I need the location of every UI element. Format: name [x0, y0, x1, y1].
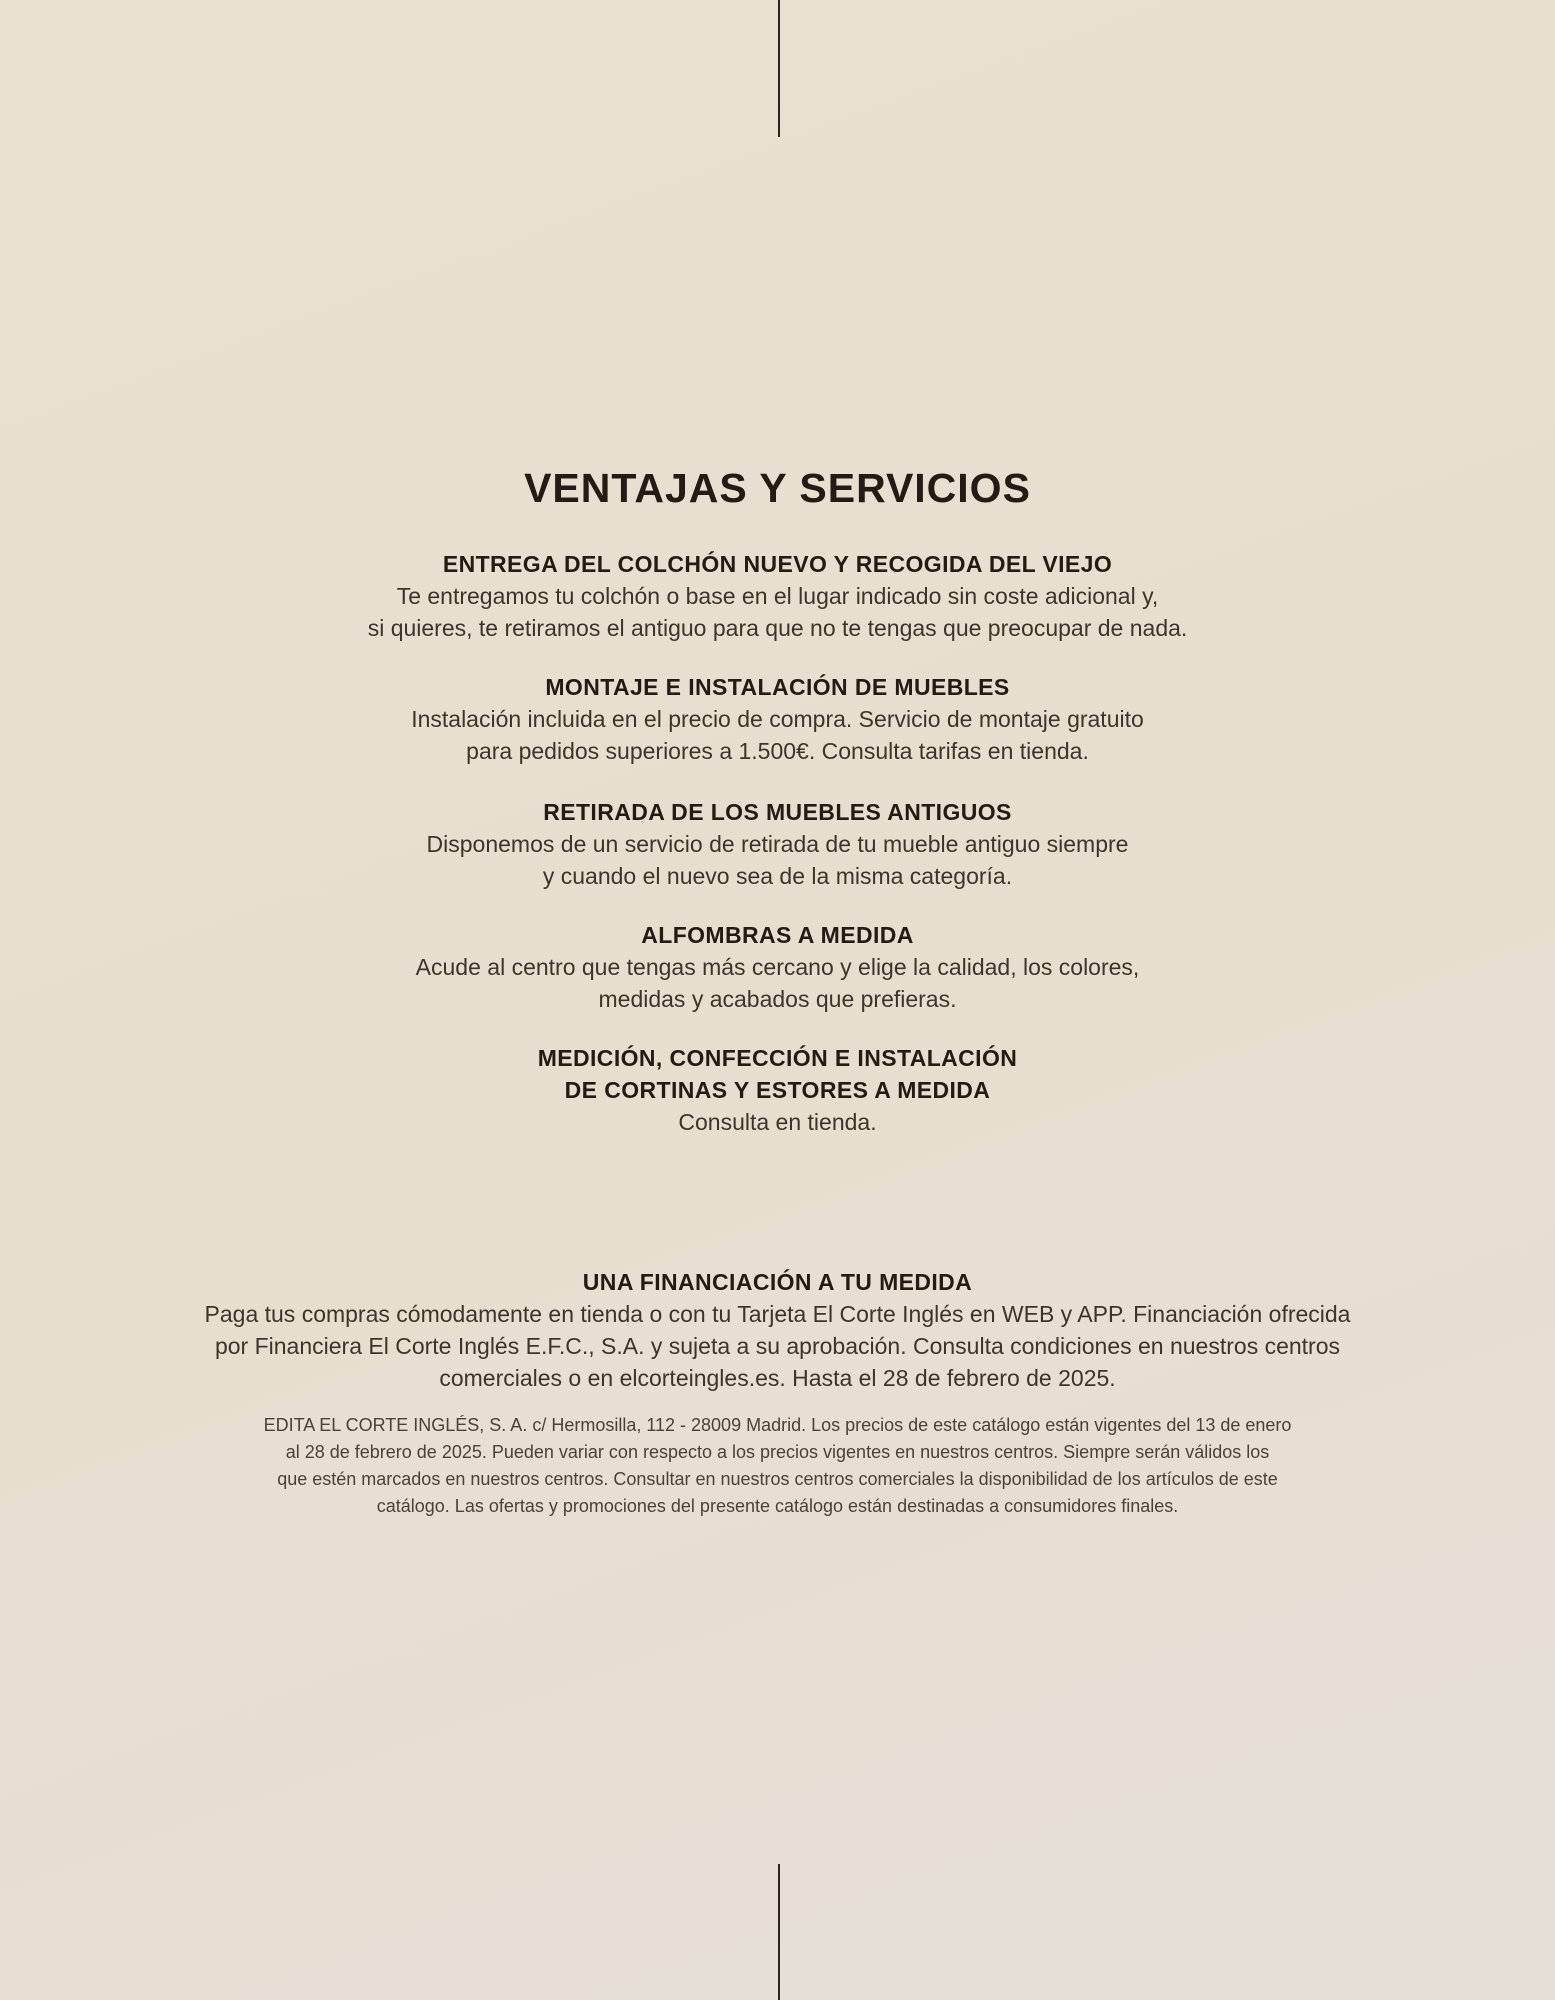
service-description: Instalación incluida en el precio de compra. Servicio de montaje gratuito para pedidos superiores a 1.500€. Consulta tarifas en tienda.	[411, 706, 1144, 764]
financing-title: UNA FINANCIACIÓN A TU MEDIDA	[582, 1269, 973, 1295]
service-title: ENTREGA DEL COLCHÓN NUEVO Y RECOGIDA DEL VIEJO	[442, 551, 1113, 577]
fold-line-top	[778, 0, 780, 137]
service-title: MEDICIÓN, CONFECCIÓN E INSTALACIÓN DE CORTINAS Y ESTORES A MEDIDA	[537, 1045, 1018, 1103]
page-title: VENTAJAS Y SERVICIOS	[524, 465, 1031, 511]
financing-description: Paga tus compras cómodamente en tienda o con tu Tarjeta El Corte Inglés en WEB y APP. Financiación ofrecida por Financiera El Corte Inglés E.F.C., S.A. y sujeta a su aprobación. Consulta condiciones en nuestros centros comerciales o en elcorteingles.es. Hasta el 28 de febrero de 2025.	[204, 1301, 1351, 1391]
service-custom-rugs	[0, 919, 1555, 1015]
legal-notice: EDITA EL CORTE INGLÉS, S. A. c/ Hermosilla, 112 - 28009 Madrid. Los precios de este catálogo están vigentes del 13 de enero al 28 de febrero de 2025. Pueden variar con respecto a los precios vigentes en nuestros centros. Siempre serán válidos los que estén marcados en nuestros centros. Consultar en nuestros centros comerciales la disponibilidad de los artículos de este catálogo. Las ofertas y promociones del presente catálogo están destinadas a consumidores finales.	[263, 1415, 1292, 1516]
service-mattress-delivery	[0, 548, 1555, 644]
service-description: Consulta en tienda.	[678, 1109, 877, 1135]
service-description: Disponemos de un servicio de retirada de tu mueble antiguo siempre y cuando el nuevo sea de la misma categoría.	[426, 831, 1129, 889]
financing-section	[0, 1266, 1555, 1394]
service-old-furniture-removal	[0, 796, 1555, 892]
service-description: Acude al centro que tengas más cercano y elige la calidad, los colores, medidas y acabados que prefieras.	[415, 954, 1140, 1012]
fold-line-bottom	[778, 1864, 780, 2000]
service-title: RETIRADA DE LOS MUEBLES ANTIGUOS	[543, 799, 1012, 825]
service-furniture-assembly	[0, 671, 1555, 767]
service-description: Te entregamos tu colchón o base en el lugar indicado sin coste adicional y, si quieres, te retiramos el antiguo para que no te tengas que preocupar de nada.	[367, 583, 1188, 641]
service-title: ALFOMBRAS A MEDIDA	[641, 922, 914, 948]
service-title: MONTAJE E INSTALACIÓN DE MUEBLES	[545, 674, 1010, 700]
service-custom-curtains	[0, 1042, 1555, 1138]
